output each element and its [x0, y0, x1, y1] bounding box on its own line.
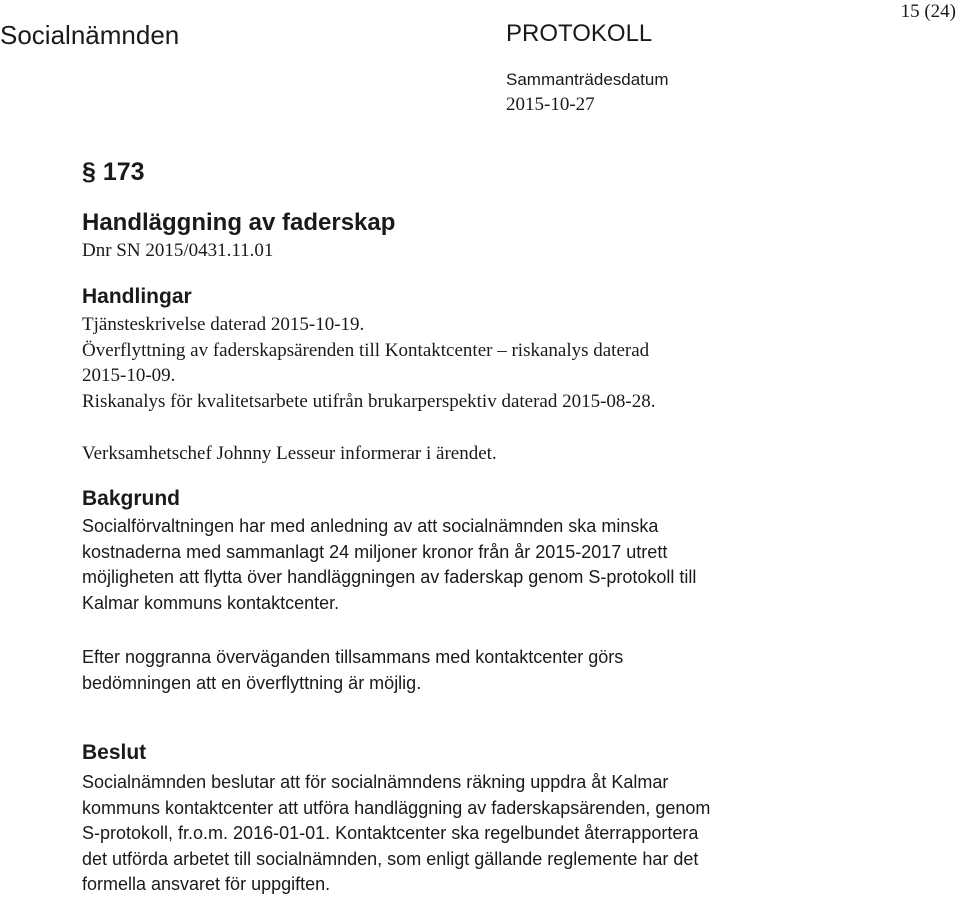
background-heading: Bakgrund	[82, 487, 181, 510]
case-registration-number: Dnr SN 2015/0431.11.01	[82, 240, 274, 261]
document-line: Tjänsteskrivelse daterad 2015-10-19.	[82, 314, 365, 335]
background-paragraph-2	[82, 645, 623, 696]
meeting-date: 2015-10-27	[506, 94, 595, 115]
decision-text	[82, 770, 710, 898]
text-line: Efter noggranna överväganden tillsammans med kontaktcenter görs	[82, 647, 624, 667]
background-paragraph-1	[82, 514, 696, 616]
information-note: Verksamhetschef Johnny Lesseur informerar i ärendet.	[82, 443, 497, 464]
document-line: Riskanalys för kvalitetsarbete utifrån brukarperspektiv daterad 2015-08-28.	[82, 390, 656, 412]
text-line: möjligheten att flytta över handläggningen av faderskap genom S-protokoll till	[82, 567, 697, 587]
document-line: Överflyttning av faderskapsärenden till Kontaktcenter – riskanalys daterad	[82, 339, 650, 361]
case-title: Handläggning av faderskap	[82, 209, 396, 236]
text-line: det utförda arbetet till socialnämnden, som enligt gällande reglemente har det	[82, 848, 699, 869]
text-line: Kalmar kommuns kontaktcenter.	[82, 592, 340, 613]
decision-heading: Beslut	[82, 741, 147, 764]
documents-heading: Handlingar	[82, 285, 192, 308]
text-line: bedömningen att en överflyttning är möjlig.	[82, 672, 422, 693]
organisation-name: Socialnämnden	[0, 20, 180, 50]
text-line: kostnaderna med sammanlagt 24 miljoner kronor från år 2015-2017 utrett	[82, 541, 668, 562]
page-indicator: 15 (24)	[900, 1, 956, 22]
text-line: Socialnämnden beslutar att för socialnämndens räkning uppdra åt Kalmar	[82, 772, 669, 792]
paragraph-number: § 173	[82, 158, 145, 186]
text-line: S-protokoll, fr.o.m. 2016-01-01. Kontaktcenter ska regelbundet återrapportera	[82, 823, 699, 843]
documents-list	[82, 312, 942, 414]
text-line: Socialförvaltningen har med anledning av att socialnämnden ska minska	[82, 516, 659, 536]
document-line: 2015-10-09.	[82, 365, 176, 386]
text-line: kommuns kontaktcenter att utföra handläggning av faderskapsärenden, genom	[82, 797, 711, 818]
meeting-date-label: Sammanträdesdatum	[506, 70, 669, 89]
document-type: PROTOKOLL	[506, 20, 653, 47]
text-line: formella ansvaret för uppgiften.	[82, 874, 331, 894]
